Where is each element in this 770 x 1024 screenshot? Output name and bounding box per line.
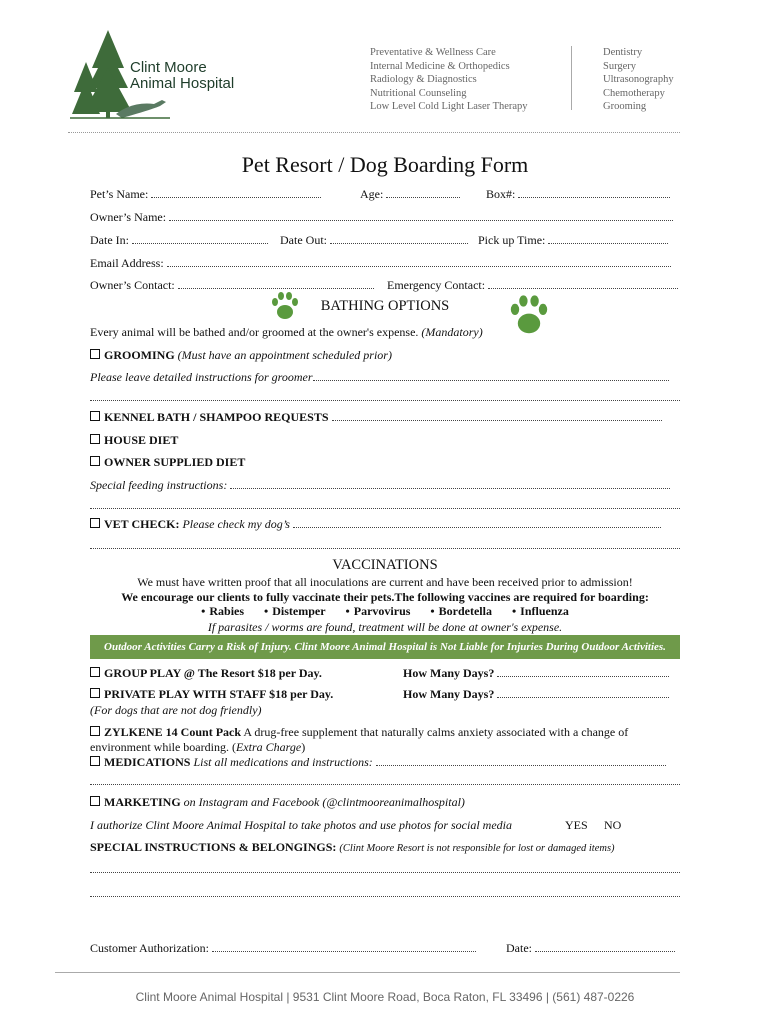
marketing-note: on Instagram and Facebook (@clintmooreanimalhospital) — [183, 795, 465, 809]
service-item: Grooming — [603, 101, 647, 113]
service-item: Preventative & Wellness Care — [370, 47, 496, 58]
no-option[interactable]: NO — [604, 818, 622, 832]
services-list-2 — [603, 46, 674, 114]
box-row — [486, 187, 670, 202]
bathing-note-row — [90, 325, 483, 340]
pickup-row — [478, 233, 668, 248]
medications-field[interactable] — [376, 756, 666, 766]
vet-check-label: VET CHECK: — [104, 517, 180, 531]
logo-name-line1: Clint Moore — [130, 59, 207, 76]
yes-option[interactable]: YES — [565, 818, 588, 832]
bathing-note: Every animal will be bathed and/or groomed at the owner's expense. — [90, 325, 419, 339]
pickup-label: Pick up Time: — [478, 233, 546, 247]
customer-auth-row — [90, 941, 476, 956]
medications-field-2[interactable] — [90, 784, 680, 785]
bathing-mandatory: (Mandatory) — [421, 325, 483, 339]
date-in-row — [90, 233, 268, 248]
private-play-label: PRIVATE PLAY WITH STAFF $18 per Day. — [104, 687, 334, 701]
grooming-note: (Must have an appointment scheduled prior) — [177, 348, 392, 362]
owner-name-label: Owner’s Name: — [90, 210, 167, 224]
vet-check-row — [90, 517, 661, 532]
pet-name-field[interactable] — [151, 188, 321, 198]
vaccine-item: • Distemper — [264, 604, 326, 618]
box-field[interactable] — [518, 188, 670, 198]
email-label: Email Address: — [90, 256, 164, 270]
owner-contact-row — [90, 278, 374, 293]
zylkene-close-paren: ) — [301, 740, 306, 754]
groomer-instructions-row — [90, 370, 669, 385]
service-item: Nutritional Counseling — [370, 87, 467, 99]
private-days-label: How Many Days? — [403, 687, 495, 701]
special-instructions-field-2[interactable] — [90, 896, 680, 897]
marketing-label: MARKETING — [104, 795, 181, 809]
owner-contact-field[interactable] — [178, 279, 374, 289]
zylkene-checkbox[interactable] — [90, 726, 100, 736]
vaccine-item: • Parvovirus — [345, 604, 411, 618]
bathing-heading: BATHING OPTIONS — [320, 298, 450, 314]
service-item: Ultrasonography — [603, 74, 674, 86]
date-out-label: Date Out: — [280, 233, 327, 247]
house-diet-label: HOUSE DIET — [104, 433, 179, 447]
pet-name-row — [90, 187, 321, 202]
groomer-instructions-field-2[interactable] — [90, 400, 680, 401]
special-feeding-field[interactable] — [230, 479, 670, 489]
age-label: Age: — [360, 187, 384, 201]
age-field[interactable] — [386, 188, 460, 198]
pet-name-label: Pet’s Name: — [90, 187, 149, 201]
owner-name-row — [90, 210, 673, 225]
services-list-1 — [370, 46, 528, 114]
medications-checkbox[interactable] — [90, 756, 100, 766]
kennel-bath-row — [90, 410, 662, 425]
customer-auth-label: Customer Authorization: — [90, 941, 209, 955]
service-item: Low Level Cold Light Laser Therapy — [370, 101, 528, 113]
private-days-field[interactable] — [497, 688, 669, 698]
groomer-instructions-field[interactable] — [313, 371, 669, 381]
owner-diet-checkbox[interactable] — [90, 456, 100, 466]
email-row — [90, 256, 671, 271]
vaccine-item: • Influenza — [511, 604, 569, 618]
group-days-label: How Many Days? — [403, 666, 495, 680]
kennel-bath-label: KENNEL BATH / SHAMPOO REQUESTS — [104, 410, 329, 424]
house-diet-checkbox[interactable] — [90, 434, 100, 444]
private-play-checkbox[interactable] — [90, 688, 100, 698]
date-row — [506, 941, 675, 956]
grooming-label: GROOMING — [104, 348, 175, 362]
special-feeding-label: Special feeding instructions: — [90, 478, 228, 492]
vet-check-field-2[interactable] — [90, 548, 680, 549]
private-play-note: (For dogs that are not dog friendly) — [90, 703, 262, 717]
marketing-row — [90, 795, 465, 810]
date-label: Date: — [506, 941, 532, 955]
vet-check-checkbox[interactable] — [90, 518, 100, 528]
special-instructions-note: (Clint Moore Resort is not responsible for lost or damaged items) — [339, 843, 615, 854]
email-field[interactable] — [167, 257, 671, 267]
emergency-label: Emergency Contact: — [387, 278, 486, 292]
date-in-label: Date In: — [90, 233, 129, 247]
owner-name-field[interactable] — [169, 211, 673, 221]
zylkene-extra-charge: Extra Charge — [235, 740, 302, 754]
group-play-checkbox[interactable] — [90, 667, 100, 677]
marketing-checkbox[interactable] — [90, 796, 100, 806]
vaccine-item: • Rabies — [201, 604, 245, 618]
house-diet-row — [90, 433, 178, 448]
header-divider — [68, 132, 680, 133]
service-item: Radiology & Diagnostics — [370, 74, 477, 86]
medications-label: MEDICATIONS — [104, 755, 191, 769]
group-play-label: GROUP PLAY @ The Resort $18 per Day. — [104, 666, 322, 680]
date-field[interactable] — [535, 942, 675, 952]
form-title: Pet Resort / Dog Boarding Form — [241, 152, 529, 177]
age-row — [360, 187, 460, 202]
footer-divider — [55, 972, 680, 973]
special-feeding-field-2[interactable] — [90, 508, 680, 509]
date-in-field[interactable] — [132, 234, 268, 244]
vet-check-field[interactable] — [293, 518, 661, 528]
date-out-field[interactable] — [330, 234, 468, 244]
special-instructions-row — [90, 840, 615, 855]
private-days-row — [403, 687, 669, 702]
medications-note: List all medications and instructions: — [193, 755, 373, 769]
zylkene-description: A drug-free supplement that naturally calms anxiety associated with a change of — [243, 725, 629, 739]
authorize-text: I authorize Clint Moore Animal Hospital to take photos and use photos for social media — [90, 818, 512, 832]
owner-contact-label: Owner’s Contact: — [90, 278, 175, 292]
service-item: Chemotherapy — [603, 87, 665, 99]
group-days-field[interactable] — [497, 667, 669, 677]
grooming-checkbox[interactable] — [90, 349, 100, 359]
emergency-row — [387, 278, 678, 293]
zylkene-row — [90, 725, 628, 740]
vet-check-note: Please check my dog’s — [182, 517, 290, 531]
footer-address: Clint Moore Animal Hospital | 9531 Clint Moore Road, Boca Raton, FL 33496 | (561) 487-0226 — [135, 990, 635, 1004]
logo-name — [130, 60, 234, 92]
logo-name-line2: Animal Hospital — [130, 75, 235, 92]
vaccine-list — [0, 604, 770, 619]
grooming-row — [90, 348, 392, 363]
service-item: Surgery — [603, 60, 637, 72]
zylkene-description-2: environment while boarding. ( — [90, 740, 236, 754]
customer-auth-field[interactable] — [212, 942, 476, 952]
vaccinations-line1: We must have written proof that all inoculations are current and have been received prior to admission! — [137, 575, 633, 589]
zylkene-label: ZYLKENE 14 Count Pack — [104, 725, 242, 739]
box-label: Box#: — [486, 187, 516, 201]
medications-row — [90, 755, 666, 770]
group-days-row — [403, 666, 669, 681]
group-play-row — [90, 666, 322, 681]
vaccinations-heading: VACCINATIONS — [332, 557, 438, 573]
date-out-row — [280, 233, 468, 248]
special-instructions-field[interactable] — [90, 872, 680, 873]
emergency-field[interactable] — [488, 279, 678, 289]
pickup-field[interactable] — [548, 234, 668, 244]
groomer-instructions-label: Please leave detailed instructions for groomer — [90, 370, 313, 384]
parasites-note: If parasites / worms are found, treatment will be done at owner's expense. — [207, 620, 563, 634]
vaccinations-line2: We encourage our clients to fully vaccinate their pets.The following vaccines are required for boarding: — [121, 590, 649, 604]
service-item: Internal Medicine & Orthopedics — [370, 60, 510, 72]
special-instructions-label: SPECIAL INSTRUCTIONS & BELONGINGS: — [90, 840, 337, 854]
services-divider — [571, 46, 572, 110]
special-feeding-row — [90, 478, 670, 493]
kennel-bath-checkbox[interactable] — [90, 411, 100, 421]
vaccine-item: • Bordetella — [430, 604, 492, 618]
kennel-bath-field[interactable] — [332, 411, 662, 421]
private-play-row — [90, 687, 333, 702]
zylkene-row-2 — [90, 740, 305, 755]
owner-diet-label: OWNER SUPPLIED DIET — [104, 455, 246, 469]
outdoor-risk-banner: Outdoor Activities Carry a Risk of Injury. Clint Moore Animal Hospital is Not Liable for Injuries During Outdoor Activities. — [90, 635, 680, 659]
owner-diet-row — [90, 455, 245, 470]
service-item: Dentistry — [603, 47, 643, 58]
